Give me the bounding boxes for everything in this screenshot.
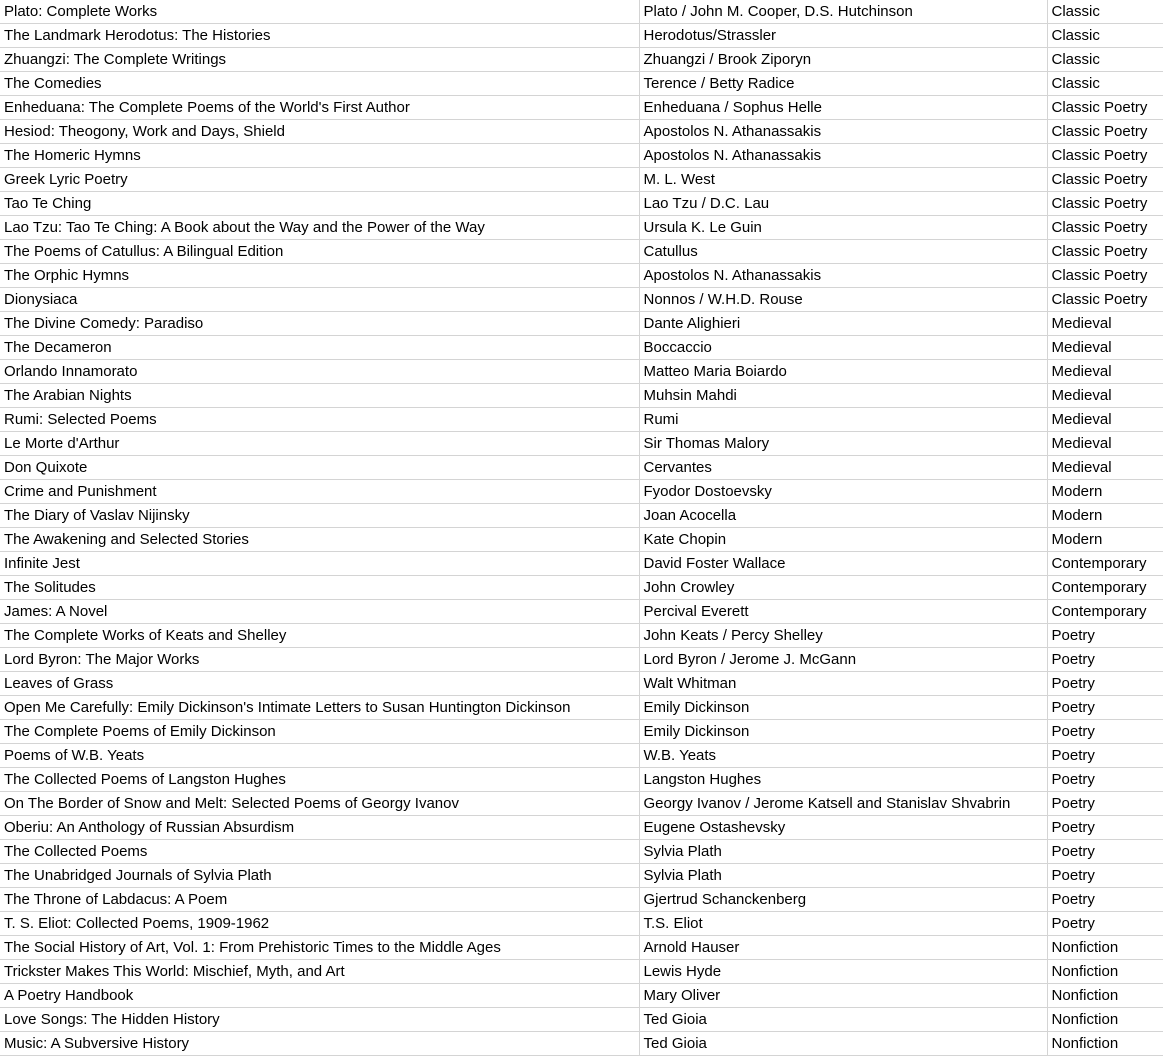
category-cell[interactable]: Medieval bbox=[1047, 432, 1163, 456]
author-cell[interactable]: Gjertrud Schanckenberg bbox=[639, 888, 1047, 912]
category-cell[interactable]: Nonfiction bbox=[1047, 1032, 1163, 1056]
title-cell[interactable]: The Homeric Hymns bbox=[0, 144, 639, 168]
category-cell[interactable]: Classic Poetry bbox=[1047, 288, 1163, 312]
author-cell[interactable]: Georgy Ivanov / Jerome Katsell and Stanislav Shvabrin bbox=[639, 792, 1047, 816]
table-row bbox=[0, 696, 1163, 720]
author-cell[interactable]: Joan Acocella bbox=[639, 504, 1047, 528]
author-cell[interactable]: Sir Thomas Malory bbox=[639, 432, 1047, 456]
author-cell[interactable]: Mary Oliver bbox=[639, 984, 1047, 1008]
author-cell[interactable]: Ursula K. Le Guin bbox=[639, 216, 1047, 240]
table-row bbox=[0, 864, 1163, 888]
title-cell[interactable]: The Collected Poems of Langston Hughes bbox=[0, 768, 639, 792]
title-cell[interactable]: The Divine Comedy: Paradiso bbox=[0, 312, 639, 336]
table-row bbox=[0, 288, 1163, 312]
title-cell[interactable]: The Landmark Herodotus: The Histories bbox=[0, 24, 639, 48]
category-cell[interactable]: Medieval bbox=[1047, 408, 1163, 432]
title-cell[interactable]: Tao Te Ching bbox=[0, 192, 639, 216]
category-cell[interactable]: Poetry bbox=[1047, 672, 1163, 696]
category-cell[interactable]: Poetry bbox=[1047, 816, 1163, 840]
category-cell[interactable]: Nonfiction bbox=[1047, 1008, 1163, 1032]
category-cell[interactable]: Nonfiction bbox=[1047, 936, 1163, 960]
table-row bbox=[0, 72, 1163, 96]
title-cell[interactable]: The Complete Poems of Emily Dickinson bbox=[0, 720, 639, 744]
table-row bbox=[0, 840, 1163, 864]
category-cell[interactable]: Poetry bbox=[1047, 840, 1163, 864]
table-row bbox=[0, 720, 1163, 744]
title-cell[interactable]: Orlando Innamorato bbox=[0, 360, 639, 384]
author-cell[interactable]: Zhuangzi / Brook Ziporyn bbox=[639, 48, 1047, 72]
category-cell[interactable]: Medieval bbox=[1047, 360, 1163, 384]
title-cell[interactable]: Zhuangzi: The Complete Writings bbox=[0, 48, 639, 72]
title-cell[interactable]: Poems of W.B. Yeats bbox=[0, 744, 639, 768]
table-row bbox=[0, 648, 1163, 672]
category-cell[interactable]: Classic Poetry bbox=[1047, 96, 1163, 120]
author-cell[interactable]: Fyodor Dostoevsky bbox=[639, 480, 1047, 504]
category-cell[interactable]: Modern bbox=[1047, 504, 1163, 528]
category-cell[interactable]: Medieval bbox=[1047, 384, 1163, 408]
title-cell[interactable]: The Social History of Art, Vol. 1: From Prehistoric Times to the Middle Ages bbox=[0, 936, 639, 960]
author-cell[interactable]: Lao Tzu / D.C. Lau bbox=[639, 192, 1047, 216]
author-cell[interactable]: Eugene Ostashevsky bbox=[639, 816, 1047, 840]
author-cell[interactable]: Apostolos N. Athanassakis bbox=[639, 144, 1047, 168]
author-cell[interactable]: Percival Everett bbox=[639, 600, 1047, 624]
table-row bbox=[0, 936, 1163, 960]
author-cell[interactable]: David Foster Wallace bbox=[639, 552, 1047, 576]
category-cell[interactable]: Medieval bbox=[1047, 336, 1163, 360]
category-cell[interactable]: Classic Poetry bbox=[1047, 192, 1163, 216]
category-cell[interactable]: Classic bbox=[1047, 24, 1163, 48]
category-cell[interactable]: Poetry bbox=[1047, 912, 1163, 936]
table-row bbox=[0, 960, 1163, 984]
table-row bbox=[0, 144, 1163, 168]
category-cell[interactable]: Poetry bbox=[1047, 744, 1163, 768]
author-cell[interactable]: John Keats / Percy Shelley bbox=[639, 624, 1047, 648]
author-cell[interactable]: Lord Byron / Jerome J. McGann bbox=[639, 648, 1047, 672]
title-cell[interactable]: The Solitudes bbox=[0, 576, 639, 600]
table-row bbox=[0, 48, 1163, 72]
table-row bbox=[0, 528, 1163, 552]
title-cell[interactable]: Lao Tzu: Tao Te Ching: A Book about the Way and the Power of the Way bbox=[0, 216, 639, 240]
author-cell[interactable]: Kate Chopin bbox=[639, 528, 1047, 552]
table-row bbox=[0, 216, 1163, 240]
table-row bbox=[0, 552, 1163, 576]
title-cell[interactable]: Open Me Carefully: Emily Dickinson's Intimate Letters to Susan Huntington Dickinson bbox=[0, 696, 639, 720]
author-cell[interactable]: Dante Alighieri bbox=[639, 312, 1047, 336]
category-cell[interactable]: Classic Poetry bbox=[1047, 120, 1163, 144]
table-row bbox=[0, 1032, 1163, 1056]
title-cell[interactable]: Enheduana: The Complete Poems of the World's First Author bbox=[0, 96, 639, 120]
table-row bbox=[0, 0, 1163, 24]
title-cell[interactable]: Infinite Jest bbox=[0, 552, 639, 576]
table-row bbox=[0, 432, 1163, 456]
author-cell[interactable]: Catullus bbox=[639, 240, 1047, 264]
category-cell[interactable]: Poetry bbox=[1047, 696, 1163, 720]
author-cell[interactable]: Rumi bbox=[639, 408, 1047, 432]
author-cell[interactable]: Cervantes bbox=[639, 456, 1047, 480]
author-cell[interactable]: Enheduana / Sophus Helle bbox=[639, 96, 1047, 120]
title-cell[interactable]: The Collected Poems bbox=[0, 840, 639, 864]
table-row bbox=[0, 504, 1163, 528]
title-cell[interactable]: Rumi: Selected Poems bbox=[0, 408, 639, 432]
table-row bbox=[0, 336, 1163, 360]
table-row bbox=[0, 600, 1163, 624]
title-cell[interactable]: The Decameron bbox=[0, 336, 639, 360]
title-cell[interactable]: Dionysiaca bbox=[0, 288, 639, 312]
table-row bbox=[0, 408, 1163, 432]
category-cell[interactable]: Poetry bbox=[1047, 864, 1163, 888]
title-cell[interactable]: Music: A Subversive History bbox=[0, 1032, 639, 1056]
table-row bbox=[0, 792, 1163, 816]
category-cell[interactable]: Classic Poetry bbox=[1047, 216, 1163, 240]
title-cell[interactable]: The Awakening and Selected Stories bbox=[0, 528, 639, 552]
table-row bbox=[0, 120, 1163, 144]
author-cell[interactable]: Emily Dickinson bbox=[639, 720, 1047, 744]
author-cell[interactable]: M. L. West bbox=[639, 168, 1047, 192]
category-cell[interactable]: Classic bbox=[1047, 0, 1163, 24]
category-cell[interactable]: Modern bbox=[1047, 528, 1163, 552]
author-cell[interactable]: Sylvia Plath bbox=[639, 864, 1047, 888]
title-cell[interactable]: Greek Lyric Poetry bbox=[0, 168, 639, 192]
author-cell[interactable]: Muhsin Mahdi bbox=[639, 384, 1047, 408]
category-cell[interactable]: Classic Poetry bbox=[1047, 240, 1163, 264]
table-row bbox=[0, 312, 1163, 336]
title-cell[interactable]: Love Songs: The Hidden History bbox=[0, 1008, 639, 1032]
category-cell[interactable]: Classic Poetry bbox=[1047, 168, 1163, 192]
category-cell[interactable]: Classic Poetry bbox=[1047, 264, 1163, 288]
title-cell[interactable]: The Complete Works of Keats and Shelley bbox=[0, 624, 639, 648]
author-cell[interactable]: Ted Gioia bbox=[639, 1008, 1047, 1032]
author-cell[interactable]: Ted Gioia bbox=[639, 1032, 1047, 1056]
category-cell[interactable]: Contemporary bbox=[1047, 576, 1163, 600]
table-row bbox=[0, 96, 1163, 120]
category-cell[interactable]: Poetry bbox=[1047, 768, 1163, 792]
category-cell[interactable]: Classic Poetry bbox=[1047, 144, 1163, 168]
title-cell[interactable]: The Arabian Nights bbox=[0, 384, 639, 408]
category-cell[interactable]: Nonfiction bbox=[1047, 984, 1163, 1008]
author-cell[interactable]: Terence / Betty Radice bbox=[639, 72, 1047, 96]
title-cell[interactable]: On The Border of Snow and Melt: Selected Poems of Georgy Ivanov bbox=[0, 792, 639, 816]
category-cell[interactable]: Poetry bbox=[1047, 888, 1163, 912]
title-cell[interactable]: Le Morte d'Arthur bbox=[0, 432, 639, 456]
table-row bbox=[0, 240, 1163, 264]
author-cell[interactable]: Emily Dickinson bbox=[639, 696, 1047, 720]
table-row bbox=[0, 384, 1163, 408]
table-row bbox=[0, 624, 1163, 648]
table-row bbox=[0, 816, 1163, 840]
title-cell[interactable]: The Poems of Catullus: A Bilingual Edition bbox=[0, 240, 639, 264]
table-row bbox=[0, 264, 1163, 288]
author-cell[interactable]: Sylvia Plath bbox=[639, 840, 1047, 864]
author-cell[interactable]: Lewis Hyde bbox=[639, 960, 1047, 984]
category-cell[interactable]: Poetry bbox=[1047, 792, 1163, 816]
category-cell[interactable]: Contemporary bbox=[1047, 600, 1163, 624]
author-cell[interactable]: Apostolos N. Athanassakis bbox=[639, 120, 1047, 144]
category-cell[interactable]: Classic bbox=[1047, 72, 1163, 96]
category-cell[interactable]: Poetry bbox=[1047, 720, 1163, 744]
title-cell[interactable]: Plato: Complete Works bbox=[0, 0, 639, 24]
table-row bbox=[0, 768, 1163, 792]
category-cell[interactable]: Nonfiction bbox=[1047, 960, 1163, 984]
table-row bbox=[0, 24, 1163, 48]
title-cell[interactable]: The Unabridged Journals of Sylvia Plath bbox=[0, 864, 639, 888]
table-row bbox=[0, 360, 1163, 384]
author-cell[interactable]: Walt Whitman bbox=[639, 672, 1047, 696]
category-cell[interactable]: Contemporary bbox=[1047, 552, 1163, 576]
category-cell[interactable]: Modern bbox=[1047, 480, 1163, 504]
category-cell[interactable]: Poetry bbox=[1047, 648, 1163, 672]
table-row bbox=[0, 456, 1163, 480]
author-cell[interactable]: Arnold Hauser bbox=[639, 936, 1047, 960]
author-cell[interactable]: John Crowley bbox=[639, 576, 1047, 600]
title-cell[interactable]: Crime and Punishment bbox=[0, 480, 639, 504]
table-row bbox=[0, 168, 1163, 192]
category-cell[interactable]: Medieval bbox=[1047, 312, 1163, 336]
author-cell[interactable]: Herodotus/Strassler bbox=[639, 24, 1047, 48]
author-cell[interactable]: Langston Hughes bbox=[639, 768, 1047, 792]
table-row bbox=[0, 744, 1163, 768]
table-row bbox=[0, 912, 1163, 936]
title-cell[interactable]: Hesiod: Theogony, Work and Days, Shield bbox=[0, 120, 639, 144]
table-row bbox=[0, 888, 1163, 912]
category-cell[interactable]: Classic bbox=[1047, 48, 1163, 72]
table-row bbox=[0, 192, 1163, 216]
author-cell[interactable]: W.B. Yeats bbox=[639, 744, 1047, 768]
title-cell[interactable]: The Throne of Labdacus: A Poem bbox=[0, 888, 639, 912]
table-row bbox=[0, 984, 1163, 1008]
title-cell[interactable]: The Orphic Hymns bbox=[0, 264, 639, 288]
author-cell[interactable]: Matteo Maria Boiardo bbox=[639, 360, 1047, 384]
table-row bbox=[0, 480, 1163, 504]
title-cell[interactable]: Oberiu: An Anthology of Russian Absurdism bbox=[0, 816, 639, 840]
title-cell[interactable]: Leaves of Grass bbox=[0, 672, 639, 696]
title-cell[interactable]: Don Quixote bbox=[0, 456, 639, 480]
title-cell[interactable]: The Comedies bbox=[0, 72, 639, 96]
author-cell[interactable]: T.S. Eliot bbox=[639, 912, 1047, 936]
title-cell[interactable]: Trickster Makes This World: Mischief, Myth, and Art bbox=[0, 960, 639, 984]
author-cell[interactable]: Plato / John M. Cooper, D.S. Hutchinson bbox=[639, 0, 1047, 24]
table-row bbox=[0, 1008, 1163, 1032]
title-cell[interactable]: T. S. Eliot: Collected Poems, 1909-1962 bbox=[0, 912, 639, 936]
title-cell[interactable]: The Diary of Vaslav Nijinsky bbox=[0, 504, 639, 528]
title-cell[interactable]: A Poetry Handbook bbox=[0, 984, 639, 1008]
author-cell[interactable]: Apostolos N. Athanassakis bbox=[639, 264, 1047, 288]
category-cell[interactable]: Poetry bbox=[1047, 624, 1163, 648]
title-cell[interactable]: James: A Novel bbox=[0, 600, 639, 624]
table-row bbox=[0, 576, 1163, 600]
table-row bbox=[0, 672, 1163, 696]
author-cell[interactable]: Boccaccio bbox=[639, 336, 1047, 360]
author-cell[interactable]: Nonnos / W.H.D. Rouse bbox=[639, 288, 1047, 312]
category-cell[interactable]: Medieval bbox=[1047, 456, 1163, 480]
title-cell[interactable]: Lord Byron: The Major Works bbox=[0, 648, 639, 672]
